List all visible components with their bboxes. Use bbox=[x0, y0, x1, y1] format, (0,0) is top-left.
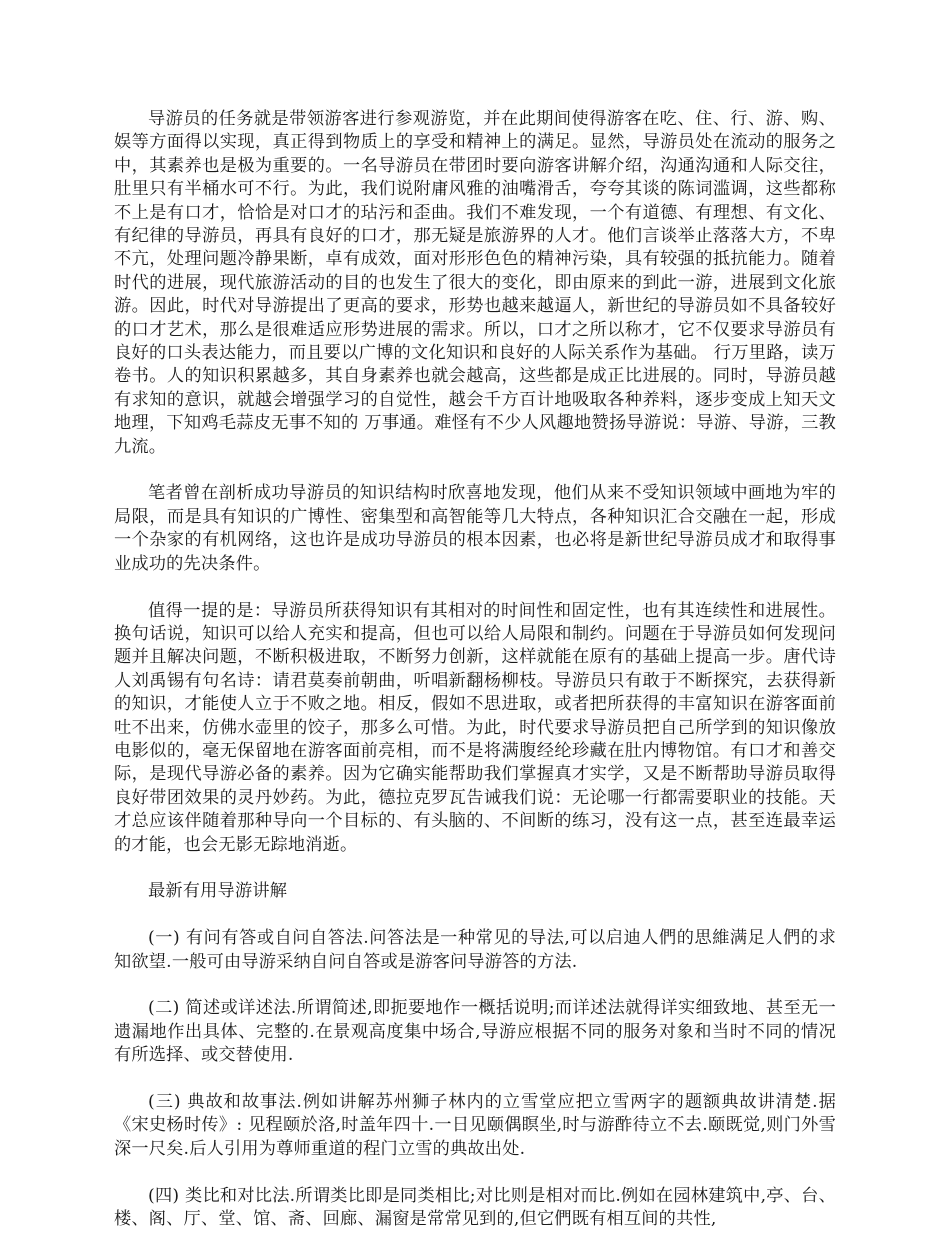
paragraph-continuous-learning: 值得一提的是：导游员所获得知识有其相对的时间性和固定性，也有其连续性和进展性。换句话说，知识可以给人充实和提高，但也可以给人局限和制约。问题在于导游员如何发现问题并且解决问题，不断积极进取，不断努力创新，这样就能在原有的基础上提高一步。唐代诗人刘禹锡有句名诗：请君莫奏前朝曲，听唱新翻杨柳枝。导游员只有敢于不断探究，去获得新的知识，才能使人立于不败之地。相反，假如不思进取，或者把所获得的丰富知识在游客面前吐不出来，仿佛水壶里的饺子，那多么可惜。为此，时代要求导游员把自己所学到的知识像放电影似的，毫无保留地在游客面前亮相，而不是将满腹经纶珍藏在肚内博物馆。有口才和善交际，是现代导游必备的素养。因为它确实能帮助我们掌握真才实学，又是不断帮助导游员取得良好带团效果的灵丹妙药。为此，德拉克罗瓦告诫我们说：无论哪一行都需要职业的技能。天才总应该伴随着那种导向一个目标的、有头脑的、不间断的练习，没有这一点，甚至连最幸运的才能，也会无影无踪地消逝。 bbox=[114, 600, 836, 855]
paragraph-knowledge-structure: 笔者曾在剖析成功导游员的知识结构时欣喜地发现，他们从来不受知识领域中画地为牢的局限，而是具有知识的广博性、密集型和高智能等几大特点，各种知识汇合交融在一起，形成一个杂家的有机网络，这也许是成功导游员的根本因素，也必将是新世纪导游员成才和取得事业成功的先决条件。 bbox=[114, 483, 836, 574]
method-item-3: (三) 典故和故事法.例如讲解苏州狮子林内的立雪堂应把立雪两字的题额典故讲清楚.据《宋史杨时传》: 见程颐於洛,时盖年四十.一日见颐偶瞑坐,时与游酢待立不去.颐既觉,则门外雪深一尺矣.后人引用为尊师重道的程门立雪的典故出处. bbox=[114, 1091, 836, 1159]
method-item-2: (二) 简述或详述法.所谓简述,即扼要地作一概括说明;而详述法就得详实细致地、甚至无一遗漏地作出具体、完整的.在景观高度集中场合,导游应根据不同的服务对象和当时不同的情况有所选择、或交替使用. bbox=[114, 998, 836, 1066]
document-body bbox=[114, 108, 836, 1255]
section-heading: 最新有用导游讲解 bbox=[148, 881, 288, 902]
paragraph-intro: 导游员的任务就是带领游客进行参观游览，并在此期间使得游客在吃、住、行、游、购、娱等方面得以实现，真正得到物质上的享受和精神上的满足。显然，导游员处在流动的服务之中，其素养也是极为重要的。一名导游员在带团时要向游客讲解介绍，沟通沟通和人际交往，肚里只有半桶水可不行。为此，我们说附庸风雅的油嘴滑舌，夸夸其谈的陈词滥调，这些都称不上是有口才，恰恰是对口才的玷污和歪曲。我们不难发现，一个有道德、有理想、有文化、有纪律的导游员，再具有良好的口才，那无疑是旅游界的人才。他们言谈举止落落大方，不卑不亢，处理问题冷静果断，卓有成效，面对形形色色的精神污染，具有较强的抵抗能力。随着时代的进展，现代旅游活动的目的也发生了很大的变化，即由原来的到此一游，进展到文化旅游。因此，时代对导游提出了更高的要求，形势也越来越逼人，新世纪的导游员如不具备较好的口才艺术，那么是很难适应形势进展的需求。所以，口才之所以称才，它不仅要求导游员有良好的口头表达能力，而且要以广博的文化知识和良好的人际关系作为基础。 行万里路，读万卷书。人的知识积累越多，其自身素养也就会越高，这些都是成正比进展的。同时，导游员越有求知的意识，就越会增强学习的自觉性，越会千方百计地吸取各种养料，逐步变成上知天文地理，下知鸡毛蒜皮无事不知的 万事通。难怪有不少人风趣地赞扬导游说：导游、导游，三教九流。 bbox=[114, 109, 836, 457]
method-item-4: (四) 类比和对比法.所谓类比即是同类相比;对比则是相对而比.例如在园林建筑中,亭、台、楼、阁、厅、堂、馆、斋、回廊、漏窗是常常见到的,但它們既有相互间的共性, bbox=[114, 1185, 836, 1229]
method-item-1: (一) 有问有答或自问自答法.问答法是一种常见的导法,可以启迪人們的思維满足人們的求知欲望.一般可由导游采纳自问自答或是游客问导游答的方法. bbox=[114, 928, 836, 972]
